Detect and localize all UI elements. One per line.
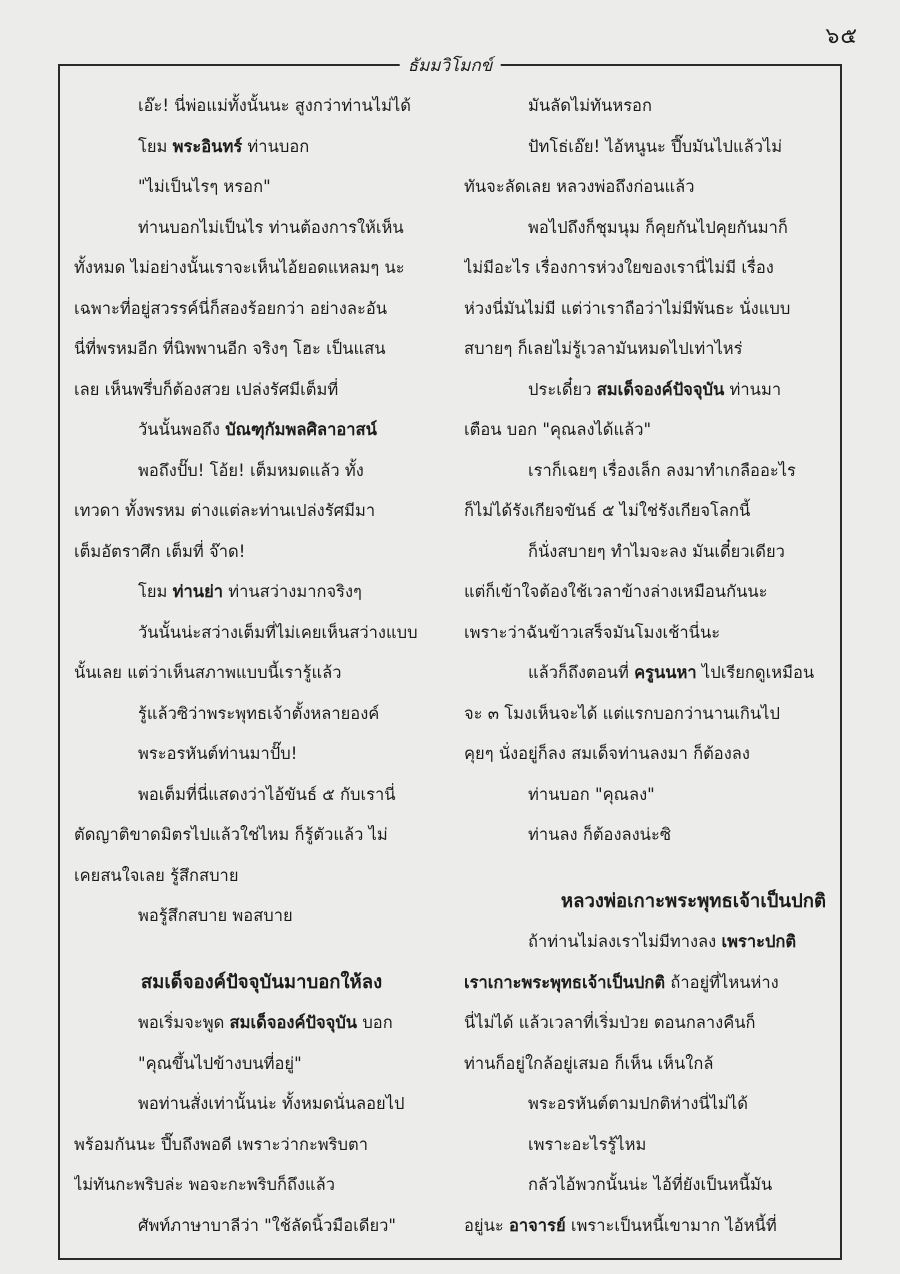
text-line bbox=[74, 289, 449, 330]
text-line bbox=[464, 1125, 826, 1166]
text-run: ก็นั่งสบายๆ ทำไมจะลง มันเดี๋ยวเดียว bbox=[528, 541, 785, 561]
text-line bbox=[464, 1206, 826, 1247]
text-line bbox=[74, 208, 449, 249]
text-run: วันนั้นน่ะสว่างเต็มที่ไม่เคยเห็นสว่างแบบ bbox=[138, 622, 418, 642]
text-line bbox=[74, 856, 449, 897]
text-line bbox=[464, 86, 826, 127]
text-run: โยม bbox=[138, 582, 173, 601]
text-line bbox=[464, 208, 826, 249]
text-run: ปัทโธ่เอ๊ย! ไอ้หนูนะ ปึ๊บมันไปแล้วไม่ bbox=[528, 136, 783, 156]
text-run: พระอรหันต์ตามปกติห่างนี่ไม่ได้ bbox=[528, 1094, 748, 1113]
text-run: พอไปถึงก็ชุมนุม ก็คุยกันไปคุยกันมาก็ bbox=[528, 217, 788, 237]
text-line bbox=[74, 86, 449, 127]
text-run-after: บอก bbox=[357, 1013, 393, 1032]
text-run: นั้นเลย แต่ว่าเห็นสภาพแบบนี้เรารู้แล้ว bbox=[74, 663, 342, 682]
text-line bbox=[464, 1044, 826, 1085]
text-run: เลย เห็นพรึ่บก็ต้องสวย เปล่งรัศมีเต็มที่ bbox=[74, 379, 339, 399]
text-run: เราก็เฉยๆ เรื่องเล็ก ลงมาทำเกลืออะไร bbox=[528, 460, 796, 480]
text-run: แล้วก็ถึงตอนที่ bbox=[528, 663, 635, 682]
bold-name: อาจารย์ bbox=[508, 1215, 566, 1235]
bold-name: บัณฑุกัมพลศิลาอาสน์ bbox=[225, 420, 377, 439]
text-run: เพราะว่าฉันข้าวเสร็จมันโมงเช้านี่นะ bbox=[464, 622, 721, 642]
bold-name: พระอินทร์ bbox=[172, 136, 243, 156]
text-line bbox=[74, 1084, 449, 1125]
text-run-after: ไปเรียกดูเหมือน bbox=[696, 663, 815, 682]
text-run: เตือน บอก "คุณลงได้แล้ว" bbox=[464, 420, 652, 439]
text-run: วันนั้นพอถึง bbox=[138, 420, 226, 439]
bold-name: เพราะปกติ bbox=[721, 932, 797, 951]
text-run-after: ท่านบอก bbox=[242, 136, 310, 156]
text-run: พอเต็มที่นี่แสดงว่าไอ้ขันธ์ ๕ กับเรานี่ bbox=[138, 784, 396, 804]
right-column bbox=[464, 86, 826, 1246]
text-line bbox=[464, 694, 826, 735]
text-run-after: ท่านสว่างมากจริงๆ bbox=[223, 582, 362, 601]
text-run: พอถึงปั๊บ! โอ้ย! เต็มหมดแล้ว ทั้ง bbox=[138, 460, 364, 480]
text-run: เคยสนใจเลย รู้สึกสบาย bbox=[74, 865, 239, 885]
text-line bbox=[74, 532, 449, 573]
text-run: ไม่ทันกะพริบล่ะ พอจะกะพริบก็ถึงแล้ว bbox=[74, 1175, 336, 1194]
text-line bbox=[464, 248, 826, 289]
text-run: รู้แล้วซิว่าพระพุทธเจ้าตั้งหลายองค์ bbox=[138, 703, 380, 723]
text-line bbox=[464, 963, 826, 1004]
text-run-after: ถ้าอยู่ที่ไหนห่าง bbox=[665, 972, 779, 992]
bold-name: สมเด็จองค์ปัจจุบัน bbox=[229, 1013, 358, 1032]
text-run: ศัพท์ภาษาบาลีว่า "ใช้ลัดนิ้วมือเดียว" bbox=[138, 1215, 397, 1235]
text-line bbox=[464, 532, 826, 573]
text-run: ห่วงนี่มันไม่มี แต่ว่าเราถือว่าไม่มีพันธะ นั่งแบบ bbox=[464, 298, 791, 318]
text-line bbox=[464, 329, 826, 370]
text-line bbox=[74, 167, 449, 208]
text-line bbox=[464, 815, 826, 856]
paragraph-gap bbox=[464, 856, 826, 882]
text-line bbox=[74, 775, 449, 816]
text-line bbox=[464, 167, 826, 208]
text-line bbox=[464, 370, 826, 411]
text-run: คุยๆ นั่งอยู่ก็ลง สมเด็จท่านลงมา ก็ต้องลง bbox=[464, 744, 750, 763]
text-run: ท่านบอก "คุณลง" bbox=[528, 784, 655, 804]
text-run: ตัดญาติขาดมิตรไปแล้วใช่ไหม ก็รู้ตัวแล้ว ไม่ bbox=[74, 825, 388, 844]
text-line bbox=[464, 922, 826, 963]
text-run: เต็มอัตราศึก เต็มที่ จ๊าด! bbox=[74, 541, 246, 561]
text-line bbox=[74, 815, 449, 856]
text-line bbox=[464, 289, 826, 330]
text-run: นี่ไม่ได้ แล้วเวลาที่เริ่มป่วย ตอนกลางคืนก็ bbox=[464, 1013, 756, 1032]
text-line bbox=[74, 491, 449, 532]
text-line bbox=[464, 1003, 826, 1044]
text-line bbox=[464, 734, 826, 775]
text-line bbox=[74, 896, 449, 937]
text-line bbox=[464, 1084, 826, 1125]
text-run: พระอรหันต์ท่านมาปั๊บ! bbox=[138, 744, 298, 763]
bold-name: สมเด็จองค์ปัจจุบัน bbox=[596, 379, 725, 399]
text-line bbox=[74, 734, 449, 775]
left-column bbox=[74, 86, 449, 1246]
text-line bbox=[464, 775, 826, 816]
text-run: จะ ๓ โมงเห็นจะได้ แต่แรกบอกว่านานเกินไป bbox=[464, 703, 780, 723]
text-run: อยู่นะ bbox=[464, 1215, 509, 1235]
bold-name: ครูนนหา bbox=[634, 663, 697, 682]
text-line bbox=[74, 248, 449, 289]
text-line bbox=[74, 127, 449, 168]
text-line bbox=[464, 127, 826, 168]
text-run-after: ท่านมา bbox=[724, 379, 782, 399]
text-run: เทวดา ทั้งพรหม ต่างแต่ละท่านเปล่งรัศมีมา bbox=[74, 501, 376, 520]
text-line bbox=[464, 410, 826, 451]
text-line bbox=[74, 613, 449, 654]
text-run: สบายๆ ก็เลยไม่รู้เวลามันหมดไปเท่าไหร่ bbox=[464, 339, 743, 358]
text-line bbox=[464, 572, 826, 613]
bold-name: ท่านย่า bbox=[172, 582, 224, 601]
text-line bbox=[74, 1044, 449, 1085]
text-line bbox=[74, 653, 449, 694]
text-run: "คุณขึ้นไปข้างบนที่อยู่" bbox=[138, 1053, 302, 1073]
text-run: ทันจะลัดเลย หลวงพ่อถึงก่อนแล้ว bbox=[464, 177, 695, 196]
text-line bbox=[74, 410, 449, 451]
text-run: ถ้าท่านไม่ลงเราไม่มีทางลง bbox=[528, 932, 722, 951]
text-line bbox=[464, 653, 826, 694]
page-number: ๖๕ bbox=[825, 24, 858, 49]
page-frame bbox=[58, 56, 842, 1260]
text-line bbox=[74, 329, 449, 370]
text-run: มันลัดไม่ทันหรอก bbox=[528, 96, 652, 115]
text-run: ประเดี๋ยว bbox=[528, 379, 597, 399]
text-line bbox=[74, 1125, 449, 1166]
text-line bbox=[74, 1165, 449, 1206]
text-run: เฉพาะที่อยู่สวรรค์นี่ก็สองร้อยกว่า อย่างละอัน bbox=[74, 298, 388, 318]
text-run: ท่านบอกไม่เป็นไร ท่านต้องการให้เห็น bbox=[138, 217, 404, 237]
text-run: ทั้งหมด ไม่อย่างนั้นเราจะเห็นไอ้ยอดแหลมๆ นะ bbox=[74, 258, 405, 277]
bold-name: เราเกาะพระพุทธเจ้าเป็นปกติ bbox=[464, 972, 666, 992]
text-run: พร้อมกันนะ ปึ๊บถึงพอดี เพราะว่ากะพริบตา bbox=[74, 1134, 369, 1154]
section-heading: หลวงพ่อเกาะพระพุทธเจ้าเป็นปกติ bbox=[560, 890, 826, 912]
text-line bbox=[464, 491, 826, 532]
text-line bbox=[74, 370, 449, 411]
text-line bbox=[74, 694, 449, 735]
text-run: ท่านลง ก็ต้องลงน่ะซิ bbox=[528, 825, 672, 844]
text-run: พอเริ่มจะพูด bbox=[138, 1013, 230, 1032]
text-line bbox=[74, 572, 449, 613]
running-header-title: ธัมมวิโมกข์ bbox=[400, 52, 501, 79]
text-run: โยม bbox=[138, 136, 173, 156]
text-run: "ไม่เป็นไรๆ หรอก" bbox=[138, 177, 271, 196]
text-line bbox=[74, 451, 449, 492]
text-run-after: เพราะเป็นหนี้เขามาก ไอ้หนี้ที่ bbox=[565, 1215, 777, 1235]
text-line bbox=[74, 1003, 449, 1044]
text-run: ท่านก็อยู่ใกล้อยู่เสมอ ก็เห็น เห็นใกล้ bbox=[464, 1053, 714, 1073]
text-line bbox=[464, 613, 826, 654]
text-run: นี่ที่พรหมอีก ที่นิพพานอีก จริงๆ โฮะ เป็นแสน bbox=[74, 339, 386, 358]
paragraph-gap bbox=[74, 937, 449, 963]
section-heading: สมเด็จองค์ปัจจุบันมาบอกให้ลง bbox=[140, 971, 383, 993]
text-run: ไม่มีอะไร เรื่องการห่วงใยของเรานี่ไม่มี เรื่อง bbox=[464, 258, 774, 277]
text-line bbox=[74, 1206, 449, 1247]
text-run: ก็ไม่ได้รังเกียจขันธ์ ๕ ไม่ใช่รังเกียจโลกนี้ bbox=[464, 501, 751, 520]
text-line bbox=[464, 451, 826, 492]
text-run: พอท่านสั่งเท่านั้นน่ะ ทั้งหมดนั่นลอยไป bbox=[138, 1094, 405, 1113]
text-run: กลัวไอ้พวกนั้นน่ะ ไอ้ที่ยังเป็นหนี้มัน bbox=[528, 1175, 773, 1194]
text-line bbox=[464, 1165, 826, 1206]
text-run: เอ๊ะ! นี่พ่อแม่ทั้งนั้นนะ สูงกว่าท่านไม่ได้ bbox=[138, 96, 411, 115]
text-run: แต่ก็เข้าใจต้องใช้เวลาข้างล่างเหมือนกันนะ bbox=[464, 582, 768, 601]
text-run: เพราะอะไรรู้ไหม bbox=[528, 1134, 647, 1154]
text-run: พอรู้สึกสบาย พอสบาย bbox=[138, 906, 293, 925]
